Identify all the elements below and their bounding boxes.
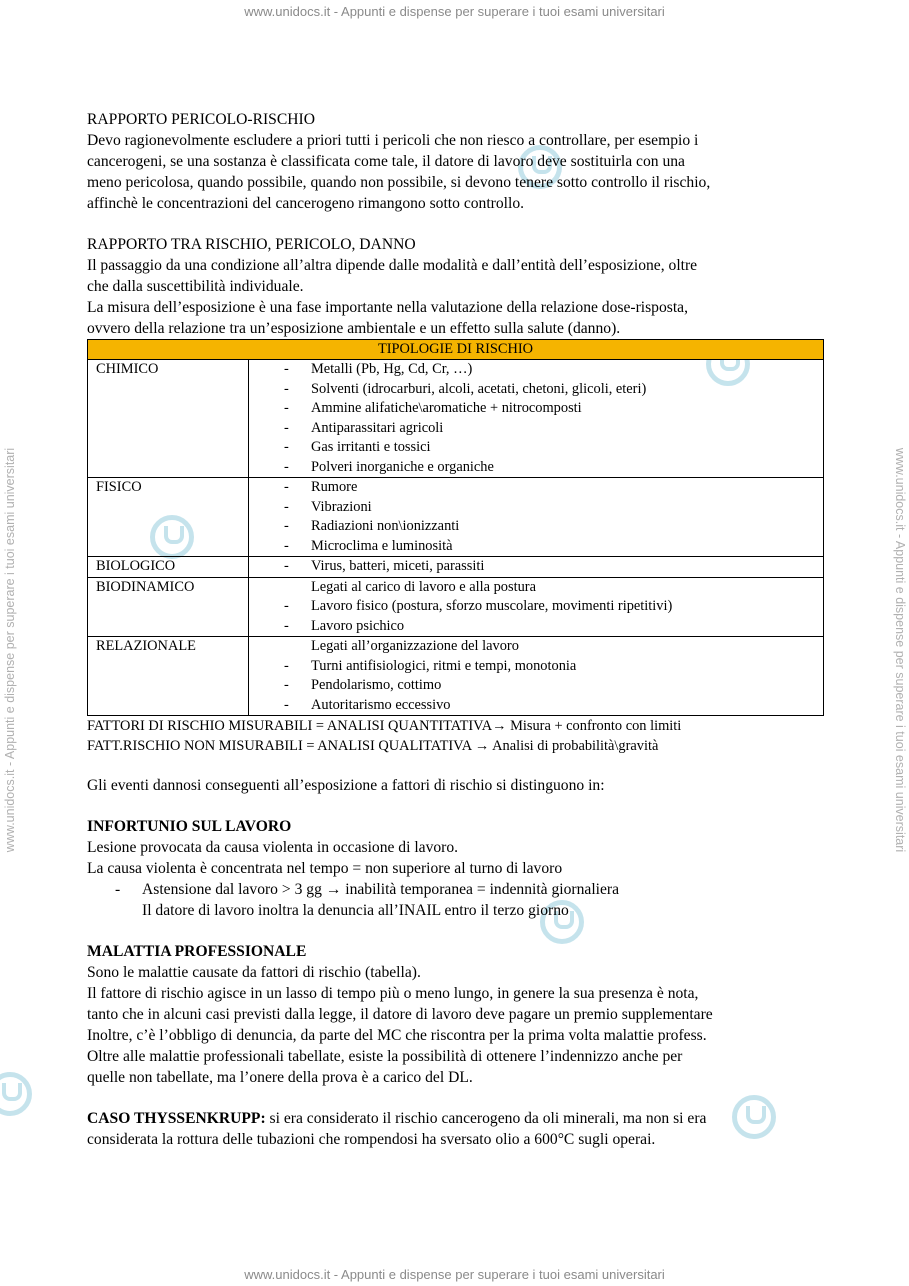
table-header: TIPOLOGIE DI RISCHIO <box>88 340 824 360</box>
paragraph-line: Il fattore di rischio agisce in un lasso di tempo più o meno lungo, in genere la sua presenza è nota, <box>87 985 699 1002</box>
bullet-text: Astensione dal lavoro > 3 gg → inabilità temporanea = indennità giornaliera <box>142 881 620 898</box>
list-item: - Lavoro fisico (postura, sforzo muscolare, movimenti ripetitivi) <box>249 597 823 617</box>
section-title <box>87 816 827 837</box>
category-cell: BIOLOGICO <box>88 557 249 578</box>
list-item: - Ammine alifatiche\aromatiche + nitrocomposti <box>249 399 823 419</box>
paragraph-line: considerata la rottura delle tubazioni che rompendosi ha sversato olio a 600°C sugli operai. <box>87 1131 656 1148</box>
list-item: - Radiazioni non\ionizzanti <box>249 517 823 537</box>
paragraph-line: La misura dell’esposizione è una fase importante nella valutazione della relazione dose-risposta, <box>87 299 688 316</box>
table-row <box>88 577 824 637</box>
list-item: - Polveri inorganiche e organiche <box>249 458 823 478</box>
category-cell: CHIMICO <box>88 360 249 478</box>
table-row <box>88 637 824 716</box>
paragraph-line: Inoltre, c’è l’obbligo di denuncia, da parte del MC che riscontra per la prima volta malattie profess. <box>87 1027 707 1044</box>
category-cell: FISICO <box>88 478 249 557</box>
items-cell <box>249 478 824 557</box>
paragraph-line: Oltre alle malattie professionali tabellate, esiste la possibilità di ottenere l’indennizzo anche per <box>87 1048 683 1065</box>
list-item: - Gas irritanti e tossici <box>249 438 823 458</box>
infortunio-title: INFORTUNIO SUL LAVORO <box>87 818 292 835</box>
paragraph-line: Sono le malattie causate da fattori di rischio (tabella). <box>87 964 421 981</box>
list-item: Legati al carico di lavoro e alla postura <box>311 578 536 595</box>
factors-line: FATTORI DI RISCHIO MISURABILI = ANALISI QUANTITATIVA→ Misura + confronto con limiti <box>87 718 682 734</box>
section-title <box>87 941 827 962</box>
items-cell <box>249 360 824 478</box>
caso-text: si era considerato il rischio cancerogeno da oli minerali, ma non si era <box>265 1110 707 1127</box>
list-item: - Lavoro psichico <box>249 617 823 637</box>
list-item: - Solventi (idrocarburi, alcoli, acetati, chetoni, glicoli, eteri) <box>249 380 823 400</box>
paragraph-line: che dalla suscettibilità individuale. <box>87 278 304 295</box>
paragraph-line: La causa violenta è concentrata nel tempo = non superiore al turno di lavoro <box>87 860 563 877</box>
list-item: - Antiparassitari agricoli <box>249 419 823 439</box>
category-cell: RELAZIONALE <box>88 637 249 716</box>
events-intro: Gli eventi dannosi conseguenti all’esposizione a fattori di rischio si distinguono in: <box>87 777 605 794</box>
paragraph-line: tanto che in alcuni casi previsti dalla legge, il datore di lavoro deve pagare un premio supplementare <box>87 1006 713 1023</box>
items-cell <box>249 577 824 637</box>
table-row <box>88 557 824 578</box>
bullet-item <box>87 879 827 900</box>
risk-types-table <box>87 339 824 716</box>
list-item: - Vibrazioni <box>249 498 823 518</box>
bullet-text: Il datore di lavoro inoltra la denuncia all’INAIL entro il terzo giorno <box>142 902 569 919</box>
bullet-mark: - <box>115 881 121 898</box>
watermark-bottom: www.unidocs.it - Appunti e dispense per superare i tuoi esami universitari <box>244 1267 665 1282</box>
list-item: - Virus, batteri, miceti, parassiti <box>249 557 823 577</box>
list-item: - Rumore <box>249 478 823 498</box>
document-body <box>87 109 827 1150</box>
watermark-logo-icon <box>0 1072 32 1116</box>
paragraph-line: ovvero della relazione tra un’esposizione ambientale e un effetto sulla salute (danno). <box>87 320 621 337</box>
table-row <box>88 360 824 478</box>
malattia-title: MALATTIA PROFESSIONALE <box>87 943 307 960</box>
paragraph-line: quelle non tabellate, ma l’onere della prova è a carico del DL. <box>87 1069 473 1086</box>
list-item: - Turni antifisiologici, ritmi e tempi, monotonia <box>249 657 823 677</box>
list-item: - Pendolarismo, cottimo <box>249 676 823 696</box>
bullet-continuation <box>87 900 827 921</box>
list-item: Legati all’organizzazione del lavoro <box>311 638 519 654</box>
caso-label: CASO THYSSENKRUPP: <box>87 1110 266 1127</box>
table-row <box>88 478 824 557</box>
list-item: - Autoritarismo eccessivo <box>249 696 823 716</box>
paragraph-line: Devo ragionevolmente escludere a priori tutti i pericoli che non riesco a controllare, per esempio i <box>87 132 699 149</box>
watermark-top: www.unidocs.it - Appunti e dispense per superare i tuoi esami universitari <box>244 4 665 19</box>
section-title: RAPPORTO TRA RISCHIO, PERICOLO, DANNO <box>87 236 416 253</box>
paragraph-line: meno pericolosa, quando possibile, quando non possibile, si devono tenere sotto controllo il rischio, <box>87 174 711 191</box>
list-item: - Metalli (Pb, Hg, Cd, Cr, …) <box>249 360 823 380</box>
list-item: - Microclima e luminosità <box>249 537 823 557</box>
items-cell <box>249 557 824 578</box>
paragraph-line: cancerogeni, se una sostanza è classificata come tale, il datore di lavoro deve sostituirla con una <box>87 153 685 170</box>
items-cell <box>249 637 824 716</box>
factors-line: FATT.RISCHIO NON MISURABILI = ANALISI QUALITATIVA → Analisi di probabilità\gravità <box>87 738 659 754</box>
watermark-right: www.unidocs.it - Appunti e dispense per superare i tuoi esami universitari <box>893 447 907 853</box>
section-title: RAPPORTO PERICOLO-RISCHIO <box>87 111 315 128</box>
paragraph-line: affinchè le concentrazioni del cancerogeno rimangono sotto controllo. <box>87 195 525 212</box>
watermark-left: www.unidocs.it - Appunti e dispense per superare i tuoi esami universitari <box>3 447 17 853</box>
category-cell: BIODINAMICO <box>88 577 249 637</box>
caso-paragraph <box>87 1108 827 1129</box>
paragraph-line: Il passaggio da una condizione all’altra dipende dalle modalità e dall’entità dell’esposizione, oltre <box>87 257 698 274</box>
paragraph-line: Lesione provocata da causa violenta in occasione di lavoro. <box>87 839 459 856</box>
